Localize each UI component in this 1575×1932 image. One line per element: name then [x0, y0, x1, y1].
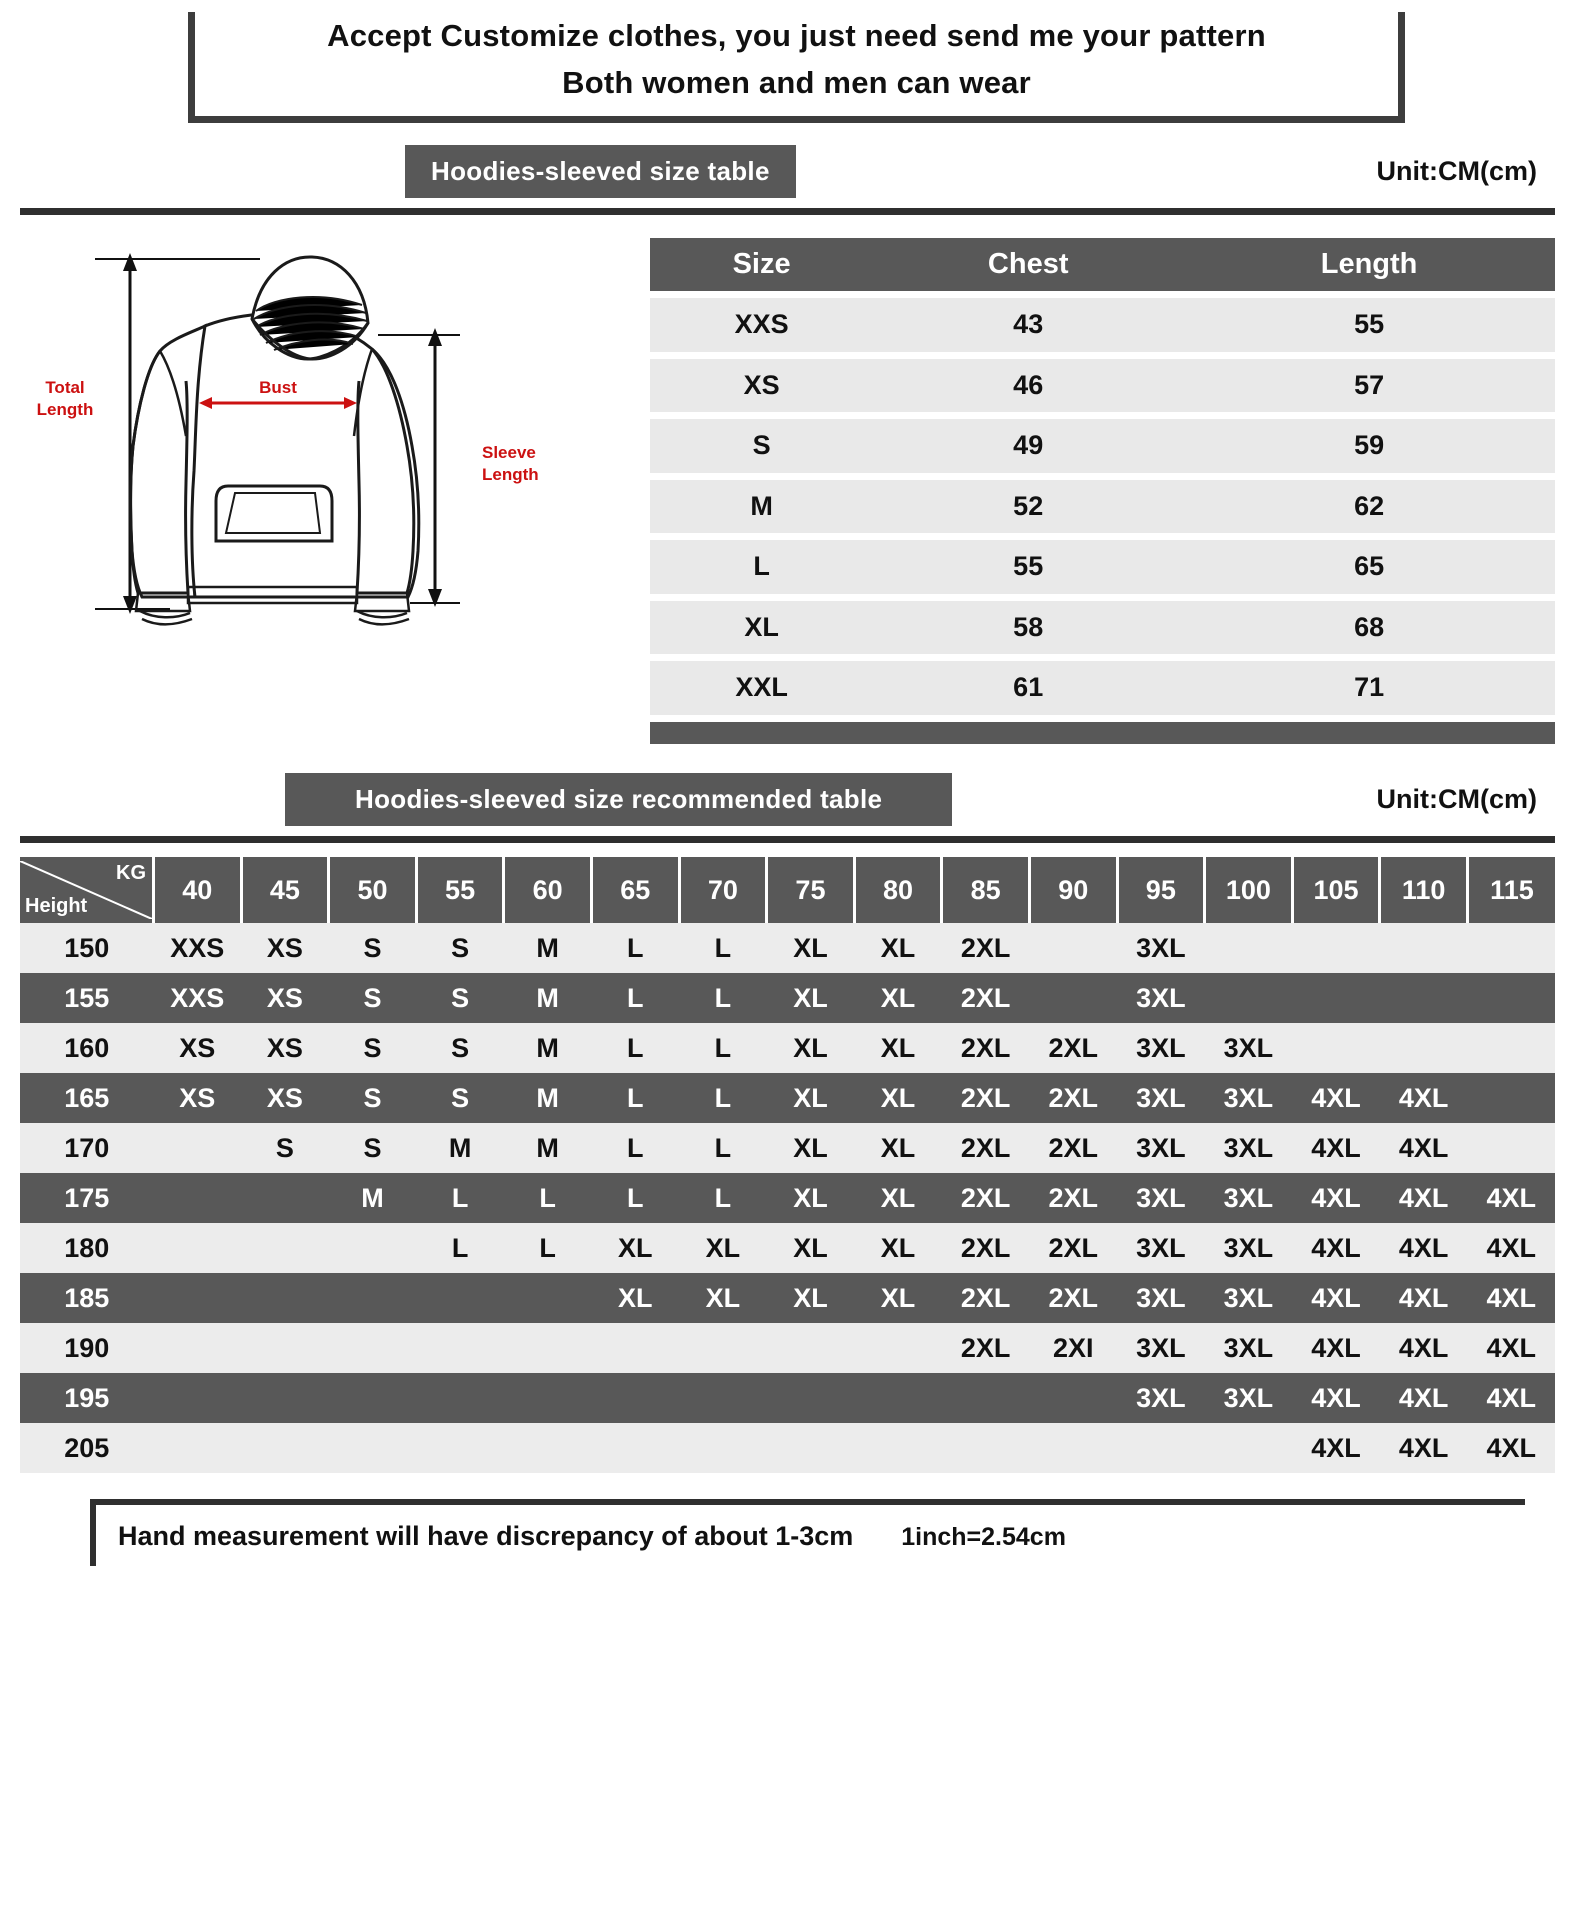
- table-row: [650, 601, 1555, 655]
- rec-weight-header: 75: [767, 857, 855, 923]
- cell-chest: 55: [873, 540, 1183, 594]
- rec-corner-height-label: Height: [25, 895, 88, 917]
- rec-cell: [854, 1373, 942, 1423]
- rec-cell: 3XL: [1117, 1023, 1205, 1073]
- rec-cell: S: [416, 1073, 504, 1123]
- rec-cell: XL: [767, 1023, 855, 1073]
- rec-cell: [504, 1273, 592, 1323]
- table-row: [650, 661, 1555, 715]
- rec-cell: XL: [854, 1223, 942, 1273]
- rec-table-unit: Unit:CM(cm): [1376, 784, 1537, 814]
- total-length-label-line2: Length: [36, 400, 94, 419]
- rec-cell: M: [329, 1173, 417, 1223]
- rec-cell: [591, 1373, 679, 1423]
- rec-cell: [942, 1423, 1030, 1473]
- rec-corner-cell: [20, 857, 154, 923]
- rec-weight-header: 50: [329, 857, 417, 923]
- rec-cell: S: [416, 923, 504, 973]
- rec-cell: 4XL: [1292, 1373, 1380, 1423]
- header-line-1: Accept Customize clothes, you just need send me your pattern: [327, 18, 1266, 53]
- rec-cell: [942, 1373, 1030, 1423]
- rec-cell: S: [416, 1023, 504, 1073]
- hoodie-diagram: [20, 231, 640, 751]
- rec-height-cell: 165: [20, 1073, 154, 1123]
- sleeve-length-label-line1: Sleeve: [482, 443, 536, 462]
- size-section: [20, 231, 1555, 751]
- rec-cell: XL: [767, 1273, 855, 1323]
- rec-cell: 4XL: [1292, 1323, 1380, 1373]
- rec-cell: XL: [854, 1123, 942, 1173]
- rec-cell: [241, 1173, 329, 1223]
- rec-cell: 4XL: [1380, 1123, 1468, 1173]
- rec-header-row: [20, 857, 1555, 923]
- rec-cell: [241, 1273, 329, 1323]
- table-row: [20, 1023, 1555, 1073]
- rec-cell: XS: [154, 1073, 242, 1123]
- rec-cell: [1467, 1023, 1555, 1073]
- total-length-label-line1: Total: [45, 378, 85, 397]
- rec-cell: 2XI: [1029, 1323, 1117, 1373]
- cell-size: M: [650, 480, 873, 534]
- rec-cell: XL: [767, 1173, 855, 1223]
- rec-cell: 3XL: [1117, 923, 1205, 973]
- rec-cell: XL: [767, 1123, 855, 1173]
- rec-height-cell: 185: [20, 1273, 154, 1323]
- rec-cell: L: [591, 973, 679, 1023]
- rec-cell: 2XL: [942, 1173, 1030, 1223]
- rec-weight-header: 65: [591, 857, 679, 923]
- rec-cell: [329, 1323, 417, 1373]
- cell-chest: 61: [873, 661, 1183, 715]
- cell-length: 57: [1183, 359, 1555, 413]
- rec-corner-kg-label: KG: [116, 862, 146, 884]
- rec-cell: XL: [854, 1023, 942, 1073]
- size-chart-page: [0, 12, 1575, 1932]
- rec-cell: 4XL: [1380, 1173, 1468, 1223]
- rec-cell: [1029, 1423, 1117, 1473]
- rec-cell: [679, 1423, 767, 1473]
- rec-cell: 4XL: [1292, 1123, 1380, 1173]
- rec-weight-header: 70: [679, 857, 767, 923]
- rec-cell: 2XL: [942, 1273, 1030, 1323]
- table-row: [20, 1223, 1555, 1273]
- rec-cell: [154, 1373, 242, 1423]
- rec-cell: 3XL: [1117, 1223, 1205, 1273]
- rec-cell: 4XL: [1292, 1173, 1380, 1223]
- cell-length: 71: [1183, 661, 1555, 715]
- rec-cell: [1380, 973, 1468, 1023]
- table-row: [20, 1173, 1555, 1223]
- size-table: [650, 231, 1555, 751]
- rec-cell: L: [591, 1123, 679, 1173]
- size-table-title-row: [20, 145, 1555, 198]
- cell-size: XXS: [650, 298, 873, 352]
- rec-cell: XL: [767, 973, 855, 1023]
- hoodie-illustration-svg: [20, 231, 640, 691]
- rec-cell: 4XL: [1380, 1223, 1468, 1273]
- footer-note: Hand measurement will have discrepancy of about 1-3cm: [118, 1521, 854, 1551]
- rec-cell: [416, 1423, 504, 1473]
- rec-cell: L: [416, 1173, 504, 1223]
- rec-cell: [591, 1423, 679, 1473]
- cell-length: 68: [1183, 601, 1555, 655]
- rec-cell: L: [504, 1173, 592, 1223]
- rec-cell: [1205, 923, 1293, 973]
- rec-cell: S: [329, 1073, 417, 1123]
- cell-length: 59: [1183, 419, 1555, 473]
- rec-cell: S: [416, 973, 504, 1023]
- table-row: [650, 298, 1555, 352]
- size-table-header-row: [650, 238, 1555, 291]
- rec-cell: 2XL: [1029, 1123, 1117, 1173]
- table-row: [20, 1423, 1555, 1473]
- rec-cell: XS: [241, 1023, 329, 1073]
- rec-cell: 4XL: [1292, 1223, 1380, 1273]
- header-banner: [188, 12, 1405, 123]
- rec-cell: XS: [241, 1073, 329, 1123]
- divider-mid: [20, 836, 1555, 843]
- rec-cell: L: [591, 1023, 679, 1073]
- rec-cell: L: [504, 1223, 592, 1273]
- rec-cell: [329, 1223, 417, 1273]
- rec-cell: 4XL: [1380, 1373, 1468, 1423]
- sleeve-length-label-line2: Length: [482, 465, 539, 484]
- rec-cell: S: [329, 923, 417, 973]
- rec-cell: XS: [154, 1023, 242, 1073]
- rec-cell: XL: [591, 1223, 679, 1273]
- rec-cell: [154, 1173, 242, 1223]
- table-row: [20, 1273, 1555, 1323]
- rec-cell: [1467, 1073, 1555, 1123]
- rec-cell: [854, 1423, 942, 1473]
- table-row: [20, 1373, 1555, 1423]
- rec-cell: XL: [854, 1273, 942, 1323]
- rec-cell: L: [679, 1123, 767, 1173]
- rec-cell: L: [679, 1073, 767, 1123]
- rec-cell: 4XL: [1467, 1423, 1555, 1473]
- table-row: [650, 540, 1555, 594]
- rec-cell: 2XL: [1029, 1173, 1117, 1223]
- rec-cell: 2XL: [942, 1023, 1030, 1073]
- rec-cell: S: [329, 1123, 417, 1173]
- rec-cell: 3XL: [1205, 1173, 1293, 1223]
- rec-cell: [1467, 923, 1555, 973]
- rec-cell: [154, 1123, 242, 1173]
- rec-cell: XL: [854, 1073, 942, 1123]
- rec-cell: 4XL: [1292, 1073, 1380, 1123]
- rec-cell: S: [329, 973, 417, 1023]
- rec-weight-header: 60: [504, 857, 592, 923]
- rec-weight-header: 85: [942, 857, 1030, 923]
- cell-length: 55: [1183, 298, 1555, 352]
- rec-weight-header: 100: [1205, 857, 1293, 923]
- rec-cell: XXS: [154, 923, 242, 973]
- rec-cell: 4XL: [1467, 1173, 1555, 1223]
- rec-cell: 2XL: [942, 1123, 1030, 1173]
- rec-cell: [679, 1373, 767, 1423]
- divider-top: [20, 208, 1555, 215]
- rec-cell: 2XL: [942, 1073, 1030, 1123]
- rec-table-wrap: [20, 857, 1555, 1473]
- rec-cell: 3XL: [1205, 1023, 1293, 1073]
- footer-note-box: [90, 1499, 1525, 1566]
- rec-cell: 4XL: [1467, 1223, 1555, 1273]
- size-table-header-size: Size: [650, 238, 873, 291]
- rec-cell: L: [416, 1223, 504, 1273]
- rec-cell: XL: [854, 923, 942, 973]
- rec-cell: 3XL: [1205, 1123, 1293, 1173]
- rec-weight-header: 80: [854, 857, 942, 923]
- rec-cell: [154, 1423, 242, 1473]
- cell-length: 65: [1183, 540, 1555, 594]
- rec-cell: [591, 1323, 679, 1373]
- rec-cell: 3XL: [1117, 973, 1205, 1023]
- rec-cell: XL: [767, 1223, 855, 1273]
- cell-length: 62: [1183, 480, 1555, 534]
- rec-cell: 3XL: [1117, 1373, 1205, 1423]
- rec-cell: 2XL: [1029, 1073, 1117, 1123]
- cell-chest: 49: [873, 419, 1183, 473]
- rec-cell: 3XL: [1117, 1173, 1205, 1223]
- rec-cell: 4XL: [1467, 1373, 1555, 1423]
- rec-cell: XXS: [154, 973, 242, 1023]
- rec-cell: [1292, 923, 1380, 973]
- rec-weight-header: 110: [1380, 857, 1468, 923]
- rec-height-cell: 190: [20, 1323, 154, 1373]
- rec-cell: M: [504, 973, 592, 1023]
- rec-cell: [1292, 1023, 1380, 1073]
- rec-cell: [1205, 1423, 1293, 1473]
- rec-cell: [1205, 973, 1293, 1023]
- table-row: [20, 1323, 1555, 1373]
- rec-weight-header: 55: [416, 857, 504, 923]
- rec-height-cell: 180: [20, 1223, 154, 1273]
- rec-cell: [1467, 973, 1555, 1023]
- rec-cell: [241, 1423, 329, 1473]
- rec-height-cell: 205: [20, 1423, 154, 1473]
- rec-cell: S: [241, 1123, 329, 1173]
- rec-cell: [154, 1323, 242, 1373]
- rec-cell: [1380, 1023, 1468, 1073]
- rec-table-title: Hoodies-sleeved size recommended table: [285, 773, 952, 826]
- rec-cell: [1029, 923, 1117, 973]
- cell-size: S: [650, 419, 873, 473]
- size-table-footer-bar: [650, 722, 1555, 744]
- rec-cell: 2XL: [942, 1223, 1030, 1273]
- rec-weight-header: 90: [1029, 857, 1117, 923]
- table-row: [20, 1073, 1555, 1123]
- rec-cell: L: [591, 923, 679, 973]
- header-line-2: Both women and men can wear: [562, 65, 1031, 100]
- rec-cell: [329, 1273, 417, 1323]
- rec-cell: 4XL: [1380, 1423, 1468, 1473]
- table-row: [20, 923, 1555, 973]
- rec-cell: [767, 1323, 855, 1373]
- cell-size: XS: [650, 359, 873, 413]
- rec-cell: 4XL: [1292, 1423, 1380, 1473]
- cell-chest: 43: [873, 298, 1183, 352]
- cell-size: XL: [650, 601, 873, 655]
- rec-cell: [504, 1423, 592, 1473]
- rec-weight-header: 115: [1467, 857, 1555, 923]
- rec-cell: M: [504, 923, 592, 973]
- rec-cell: 3XL: [1205, 1223, 1293, 1273]
- rec-cell: 3XL: [1117, 1073, 1205, 1123]
- rec-height-cell: 175: [20, 1173, 154, 1223]
- size-table-header-length: Length: [1183, 238, 1555, 291]
- rec-height-cell: 195: [20, 1373, 154, 1423]
- rec-cell: [416, 1373, 504, 1423]
- rec-height-cell: 160: [20, 1023, 154, 1073]
- rec-cell: M: [504, 1023, 592, 1073]
- rec-cell: XL: [854, 973, 942, 1023]
- rec-cell: XS: [241, 923, 329, 973]
- rec-cell: [767, 1373, 855, 1423]
- rec-cell: M: [504, 1123, 592, 1173]
- size-table-unit: Unit:CM(cm): [1376, 156, 1537, 186]
- rec-cell: [767, 1423, 855, 1473]
- rec-cell: 4XL: [1292, 1273, 1380, 1323]
- cell-chest: 52: [873, 480, 1183, 534]
- rec-cell: 3XL: [1205, 1273, 1293, 1323]
- rec-height-cell: 170: [20, 1123, 154, 1173]
- rec-height-cell: 155: [20, 973, 154, 1023]
- table-row: [650, 359, 1555, 413]
- rec-cell: 3XL: [1205, 1323, 1293, 1373]
- rec-weight-header: 105: [1292, 857, 1380, 923]
- rec-cell: [1380, 923, 1468, 973]
- rec-cell: 2XL: [942, 973, 1030, 1023]
- rec-cell: 4XL: [1380, 1323, 1468, 1373]
- cell-size: XXL: [650, 661, 873, 715]
- rec-cell: [504, 1373, 592, 1423]
- rec-cell: 4XL: [1380, 1273, 1468, 1323]
- recommended-size-table: [20, 857, 1555, 1473]
- rec-cell: L: [591, 1073, 679, 1123]
- rec-table-title-row: [20, 773, 1555, 826]
- rec-cell: XL: [854, 1173, 942, 1223]
- rec-cell: 3XL: [1117, 1323, 1205, 1373]
- rec-weight-header: 45: [241, 857, 329, 923]
- rec-cell: XL: [679, 1273, 767, 1323]
- rec-cell: [329, 1423, 417, 1473]
- cell-chest: 58: [873, 601, 1183, 655]
- rec-cell: XL: [679, 1223, 767, 1273]
- rec-cell: M: [504, 1073, 592, 1123]
- cell-chest: 46: [873, 359, 1183, 413]
- rec-cell: [154, 1223, 242, 1273]
- rec-cell: 4XL: [1467, 1273, 1555, 1323]
- rec-cell: L: [679, 1023, 767, 1073]
- rec-cell: 2XL: [1029, 1023, 1117, 1073]
- rec-cell: 2XL: [1029, 1273, 1117, 1323]
- rec-cell: 2XL: [1029, 1223, 1117, 1273]
- rec-cell: [1292, 973, 1380, 1023]
- table-row: [650, 419, 1555, 473]
- rec-weight-header: 40: [154, 857, 242, 923]
- rec-cell: L: [679, 923, 767, 973]
- rec-cell: 3XL: [1117, 1123, 1205, 1173]
- rec-cell: S: [329, 1023, 417, 1073]
- rec-cell: 3XL: [1117, 1273, 1205, 1323]
- rec-cell: 3XL: [1205, 1073, 1293, 1123]
- size-table-title: Hoodies-sleeved size table: [405, 145, 796, 198]
- table-row: [20, 1123, 1555, 1173]
- rec-cell: XL: [591, 1273, 679, 1323]
- rec-height-cell: 150: [20, 923, 154, 973]
- footer-conversion: 1inch=2.54cm: [901, 1523, 1066, 1551]
- rec-weight-header: 95: [1117, 857, 1205, 923]
- rec-cell: 4XL: [1467, 1323, 1555, 1373]
- rec-cell: 2XL: [942, 923, 1030, 973]
- rec-cell: 4XL: [1380, 1073, 1468, 1123]
- rec-cell: 3XL: [1205, 1373, 1293, 1423]
- rec-cell: XL: [767, 1073, 855, 1123]
- rec-cell: 2XL: [942, 1323, 1030, 1373]
- rec-cell: [416, 1323, 504, 1373]
- rec-cell: [1029, 1373, 1117, 1423]
- rec-cell: M: [416, 1123, 504, 1173]
- rec-cell: L: [591, 1173, 679, 1223]
- rec-cell: L: [679, 1173, 767, 1223]
- rec-cell: [329, 1373, 417, 1423]
- size-table-header-chest: Chest: [873, 238, 1183, 291]
- rec-cell: [241, 1223, 329, 1273]
- rec-cell: [679, 1323, 767, 1373]
- rec-cell: [241, 1323, 329, 1373]
- rec-cell: XS: [241, 973, 329, 1023]
- table-row: [20, 973, 1555, 1023]
- rec-cell: [1029, 973, 1117, 1023]
- rec-cell: [154, 1273, 242, 1323]
- rec-cell: [1117, 1423, 1205, 1473]
- rec-cell: [854, 1323, 942, 1373]
- cell-size: L: [650, 540, 873, 594]
- rec-cell: XL: [767, 923, 855, 973]
- rec-cell: [241, 1373, 329, 1423]
- rec-cell: [416, 1273, 504, 1323]
- bust-label: Bust: [259, 378, 297, 397]
- rec-cell: L: [679, 973, 767, 1023]
- rec-cell: [1467, 1123, 1555, 1173]
- table-row: [650, 480, 1555, 534]
- rec-cell: [504, 1323, 592, 1373]
